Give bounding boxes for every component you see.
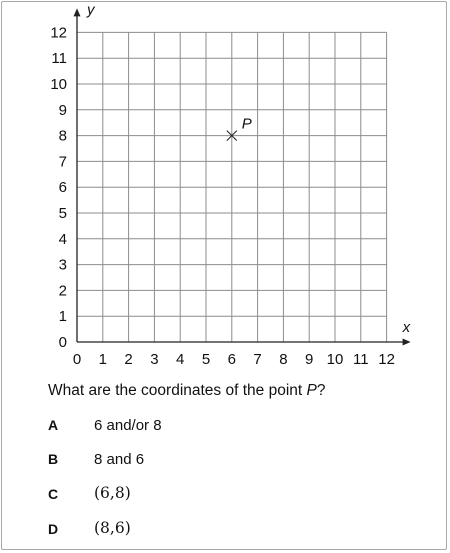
option-d-text: (8,6) — [94, 519, 131, 537]
option-a-letter: A — [48, 417, 59, 433]
x-axis-arrow-icon — [403, 339, 411, 346]
y-tick-label: 7 — [58, 153, 67, 171]
x-axis-label: x — [402, 319, 411, 336]
x-tick-label: 2 — [124, 351, 133, 368]
y-tick-label: 3 — [58, 256, 67, 274]
point-label: P — [241, 115, 252, 133]
x-tick-label: 3 — [150, 351, 159, 368]
option-a-text: 6 and/or 8 — [94, 417, 162, 434]
x-tick-label: 11 — [353, 351, 369, 368]
y-tick-label: 8 — [58, 127, 67, 145]
option-b-letter: B — [48, 451, 59, 467]
question-text — [48, 382, 325, 400]
y-axis-arrow-icon — [74, 8, 81, 16]
x-tick-label: 4 — [176, 351, 185, 368]
y-tick-label: 6 — [58, 179, 67, 197]
x-tick-label: 5 — [201, 351, 211, 368]
option-d-letter: D — [48, 521, 59, 537]
y-tick-label: 0 — [58, 334, 67, 351]
question-prefix: What are the coordinates of the point — [48, 382, 307, 399]
x-tick-label: 6 — [227, 351, 236, 368]
y-tick-label: 9 — [58, 101, 67, 119]
x-tick-label: 7 — [253, 351, 262, 368]
question-point-name: P — [306, 382, 317, 399]
x-tick-label: 0 — [72, 351, 82, 368]
x-tick-label: 10 — [326, 351, 344, 368]
y-tick-label: 12 — [50, 24, 67, 42]
y-tick-label: 4 — [58, 230, 67, 248]
x-tick-label: 9 — [305, 351, 314, 368]
y-tick-label: 5 — [58, 205, 67, 222]
x-tick-label: 8 — [279, 351, 288, 368]
question-suffix: ? — [316, 382, 326, 399]
y-tick-label: 1 — [58, 308, 67, 326]
option-c-text: (6,8) — [94, 484, 131, 502]
option-b-text: 8 and 6 — [94, 451, 145, 468]
y-axis-label: y — [87, 1, 95, 19]
y-tick-label: 11 — [51, 50, 67, 68]
y-tick-label: 2 — [58, 282, 67, 300]
y-tick-label: 10 — [50, 76, 67, 93]
x-tick-label: 12 — [378, 351, 395, 368]
option-c-letter: C — [48, 486, 59, 502]
x-tick-label: 1 — [98, 351, 107, 368]
